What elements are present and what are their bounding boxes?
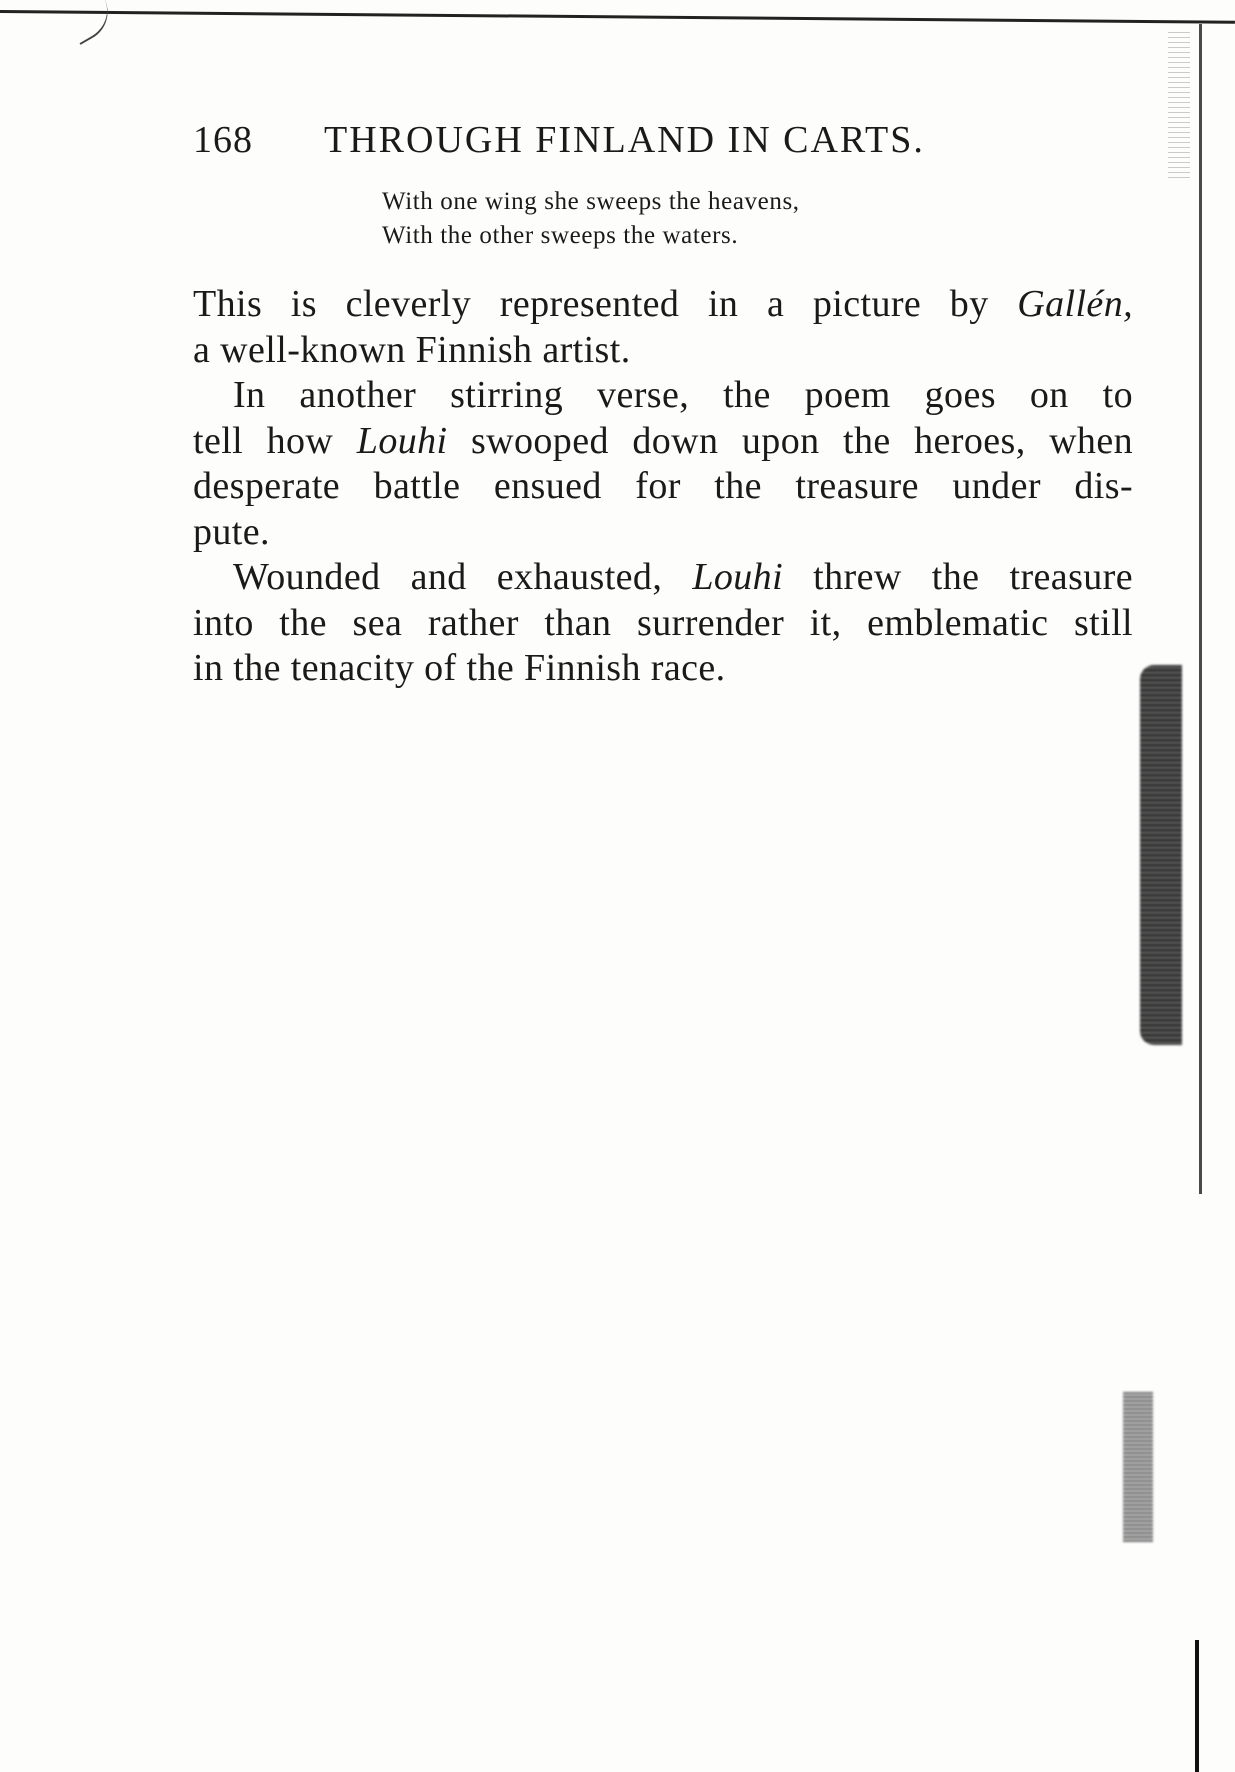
running-title: THROUGH FINLAND IN CARTS. [324,119,925,161]
paragraph [193,373,1133,555]
scan-edge-right [1199,24,1202,1194]
verse-line: With the other sweeps the waters. [382,222,739,249]
text-run: desperate battle ensued for the treasure under dis- [193,465,1133,507]
page-number: 168 [193,119,253,161]
scan-shadow [1140,665,1182,1045]
paragraph [193,555,1133,692]
scan-edge-right-lower [1195,1640,1199,1772]
verse-line: With one wing she sweeps the heavens, [382,188,800,215]
text-line [193,646,1133,692]
text-run: threw the treasure [783,556,1133,598]
text-line [193,419,1133,465]
text-line [193,373,1133,419]
paragraph [193,282,1133,373]
text-line [193,510,1133,556]
text-run: a well-known Finnish artist. [193,328,631,371]
running-head [193,118,1023,164]
text-run: This is cleverly represented in a picture by [193,283,1018,325]
italic-name: Louhi [692,556,784,598]
text-line [193,464,1133,510]
text-run: in the tenacity of the Finnish race. [193,647,726,689]
italic-name: Gallén, [1017,283,1133,325]
text-line [193,282,1133,328]
text-run: pute. [193,510,270,553]
text-line [193,555,1133,601]
text-run: into the sea rather than surrender it, emblematic still [193,601,1133,644]
italic-name: Louhi [356,419,448,462]
text-run: Wounded and exhausted, [233,556,693,598]
scan-shadow-lower [1123,1392,1153,1542]
text-line [193,328,1133,374]
body-text [193,282,1133,692]
scan-edge-top [0,10,1235,24]
scan-noise-top-right [1168,32,1190,182]
text-line [193,601,1133,647]
scan-mark [65,0,118,45]
text-run: swooped down upon the heroes, when [447,419,1133,462]
text-run: In another stirring verse, the poem goes on to [233,374,1133,416]
text-run: tell how [193,419,357,462]
verse-quote [382,185,800,253]
